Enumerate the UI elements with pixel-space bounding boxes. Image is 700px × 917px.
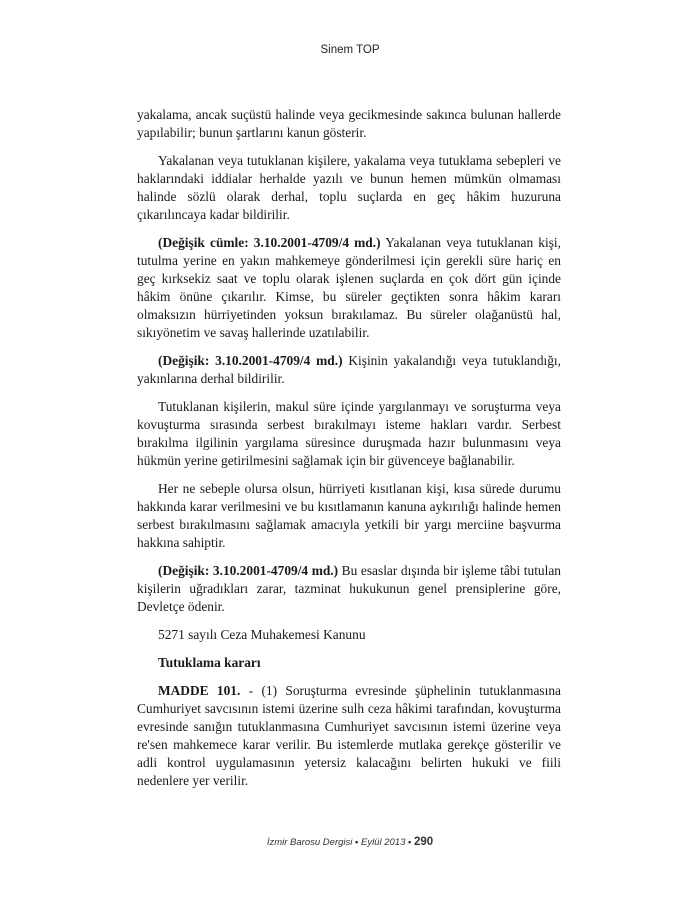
paragraph [137,398,561,470]
law-title [137,626,561,644]
running-footer [0,836,700,848]
paragraph-text: yakalama, ancak suçüstü halinde veya gecikmesinde sakınca bulunan hallerde yapılabilir; bunun şartlarını kanun gösterir. [137,107,561,140]
section-heading [137,654,561,672]
paragraph [137,152,561,224]
amendment-note: (Değişik cümle: 3.10.2001-4709/4 md.) [158,235,381,250]
paragraph-text: 5271 sayılı Ceza Muhakemesi Kanunu [158,627,366,642]
paragraph [137,682,561,790]
paragraph-text: Yakalanan veya tutuklanan kişilere, yakalama veya tutuklama sebepleri ve haklarındaki iddialar herhalde yazılı ve bunun hemen mümkün olmaması halinde sözlü olarak derhal, toplu suçlarda en geç hâkim huzuruna çıkarılıncaya kadar bildirilir. [137,153,561,222]
paragraph-text: Yakalanan veya tutuklanan kişi, tutulma yerine en yakın mahkemeye gönderilmesi için gerekli süre hariç en geç kırksekiz saat ve toplu olarak işlenen suçlarda en çok dört gün içinde hâkim önüne çıkarılır. Kimse, bu süreler geçtikten sonra hâkim kararı olmaksızın hürriyetinden yoksun bırakılamaz. Bu süreler olağanüstü hal, sıkıyönetim ve savaş hallerinde uzatılabilir. [137,235,561,340]
page-number: 290 [413,836,434,848]
paragraph [137,562,561,616]
separator: • [408,837,412,848]
paragraph [137,106,561,142]
paragraph-text: Tutuklanan kişilerin, makul süre içinde yargılanmayı ve soruşturma veya kovuşturma sırasında serbest bırakılmayı isteme hakları vardır. Serbest bırakılma ilgilinin yargılama süresince duruşmada hazır bulunmasını veya hükmün yerine getirilmesini sağlamak için bir güvenceye bağlanabilir. [137,399,561,468]
paragraph-text: Her ne sebeple olursa olsun, hürriyeti kısıtlanan kişi, kısa sürede durumu hakkında karar verilmesini ve bu kısıtlamanın kanuna aykırılığı halinde hemen serbest bırakılmasını sağlamak amacıyla yetkili bir yargı merciine başvurma hakkına sahiptir. [137,481,561,550]
issue-date: Eylül 2013 [360,837,406,848]
journal-name: İzmir Barosu Dergisi [266,837,353,848]
paragraph [137,234,561,342]
page-body [137,106,561,800]
section-heading-text: Tutuklama kararı [158,655,261,670]
paragraph-text: Bu esaslar dışında bir işleme tâbi tutulan kişilerin uğradıkları zarar, tazminat hukukunun genel prensiplerine göre, Devletçe ödenir. [137,563,561,614]
paragraph-text: Kişinin yakalandığı veya tutuklandığı, yakınlarına derhal bildirilir. [137,353,561,386]
author-name: Sinem TOP [320,44,380,56]
paragraph [137,352,561,388]
running-header [0,44,700,56]
paragraph [137,480,561,552]
separator: • [355,837,359,848]
amendment-note: (Değişik: 3.10.2001-4709/4 md.) [158,353,343,368]
amendment-note: (Değişik: 3.10.2001-4709/4 md.) [158,563,339,578]
article-number: MADDE 101. [158,683,241,698]
paragraph-text: - (1) Soruşturma evresinde şüphelinin tutuklanmasına Cumhuriyet savcısının istemi üzerine sulh ceza hâkimi tarafından, kovuşturma evresinde sanığın tutuklanmasına Cumhuriyet savcısının istemi üzerine veya re'sen mahkemece karar verilir. Bu istemlerde mutlaka gerekçe gösterilir ve adli kontrol uygulamasının yetersiz kalacağını belirten hukuki ve fiili nedenlere yer verilir. [137,683,561,788]
